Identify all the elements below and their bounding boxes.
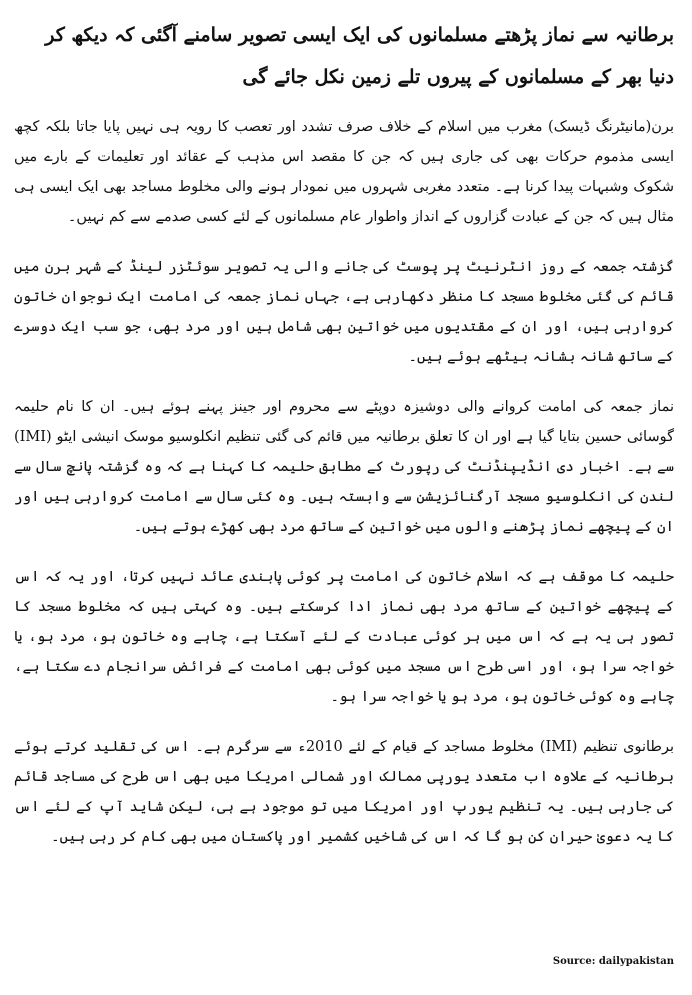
article-headline: برطانیہ سے نماز پڑھتے مسلمانوں کی ایک ایسی تصویر سامنے آگئی کہ دیکھ کر دنیا بھر کے مسلمانوں کے پیروں تلے زمین نکل جائے گی: [45, 24, 674, 88]
article-paragraph-4: حلیمہ کا موقف ہے کہ اسلام خاتون کی امامت پر کوئی پابندی عائد نہیں کرتا، اور یہ کہ اس کے پیچھے خواتین کے ساتھ مرد بھی نماز ادا کرسکتے ہیں۔ وہ کہتی ہیں کہ مخلوط مسجد کا تصور ہی یہ ہے کہ اس میں ہر کوئی عبادت کے لئے آسکتا ہے، چاہے وہ خاتون ہو، مرد ہو، یا خواجہ سرا ہو، اور اسی طرح اس مسجد میں کوئی بھی امامت کے فرائض سرانجام دے سکتا ہے، چاہے وہ کوئی خاتون ہو، مرد ہو یا خواجہ سرا ہو۔: [14, 569, 674, 705]
article-paragraph-2: گزشتہ جمعہ کے روز انٹرنیٹ پر پوسٹ کی جانے والی یہ تصویر سوئٹزر لینڈ کے شہر برن میں قائم کی گئی مخلوط مسجد کا منظر دکھارہی ہے، جہاں نماز جمعہ کی امامت ایک نوجوان خاتون کروارہی ہیں، اور ان کے مقتدیوں میں خواتین بھی شامل ہیں اور مرد بھی، جو سب ایک دوسرے کے ساتھ شانہ بشانہ بیٹھے ہوئے ہیں۔: [14, 259, 674, 365]
article-paragraph-3: نماز جمعہ کی امامت کروانے والی دوشیزہ دوپٹے سے محروم اور جینز پہنے ہوئے ہیں۔ ان کا نام حلیمہ گوسائی حسین بتایا گیا ہے اور ان کا تعلق برطانیہ میں قائم کی گئی تنظیم انکلوسیو موسک انیشی ایٹو (IMI) سے ہے۔ اخبار دی انڈیپنڈنٹ کی رپورٹ کے مطابق حلیمہ کا کہنا ہے کہ وہ گزشتہ پانچ سال سے لندن کی انکلوسیو مسجد آرگنائزیشن سے وابستہ ہیں۔ وہ کئی سال سے امامت کروارہی ہیں اور ان کے پیچھے نماز پڑھنے والوں میں خواتین کے ساتھ مرد بھی کھڑے ہوتے ہیں۔: [14, 399, 674, 535]
source-credit: Source: dailypakistan: [552, 956, 674, 967]
article-paragraph-5: برطانوی تنظیم (IMI) مخلوط مساجد کے قیام کے لئے 2010ء سے سرگرم ہے۔ اس کی تقلید کرتے ہوئے برطانیہ کے علاوہ اب متعدد یورپی ممالک اور شمالی امریکا میں بھی اس طرح کی مساجد قائم کی جارہی ہیں۔ یہ تنظیم یورپ اور امریکا میں تو موجود ہے ہی، لیکن شاید آپ کے لئے اس کا یہ دعویٰ حیران کن ہو گا کہ اس کی شاخیں کشمیر اور پاکستان میں بھی کام کر رہی ہیں۔: [14, 739, 674, 845]
article-paragraph-1: برن(مانیٹرنگ ڈیسک) مغرب میں اسلام کے خلاف صرف تشدد اور تعصب کا رویہ ہی نہیں پایا جاتا بلکہ کچھ ایسی مذموم حرکات بھی کی جاری ہیں کہ جن کا مقصد اس مذہب کے عقائد اور تعلیمات کے بارے میں شکوک وشبہات پیدا کرنا ہے۔ متعدد مغربی شہروں میں نمودار ہونے والی مخلوط مساجد بھی ایک ایسی ہی مثال ہیں کہ جن کے عبادت گزاروں کے انداز واطوار عام مسلمانوں کے لئے کسی صدمے سے کم نہیں۔: [14, 119, 674, 225]
